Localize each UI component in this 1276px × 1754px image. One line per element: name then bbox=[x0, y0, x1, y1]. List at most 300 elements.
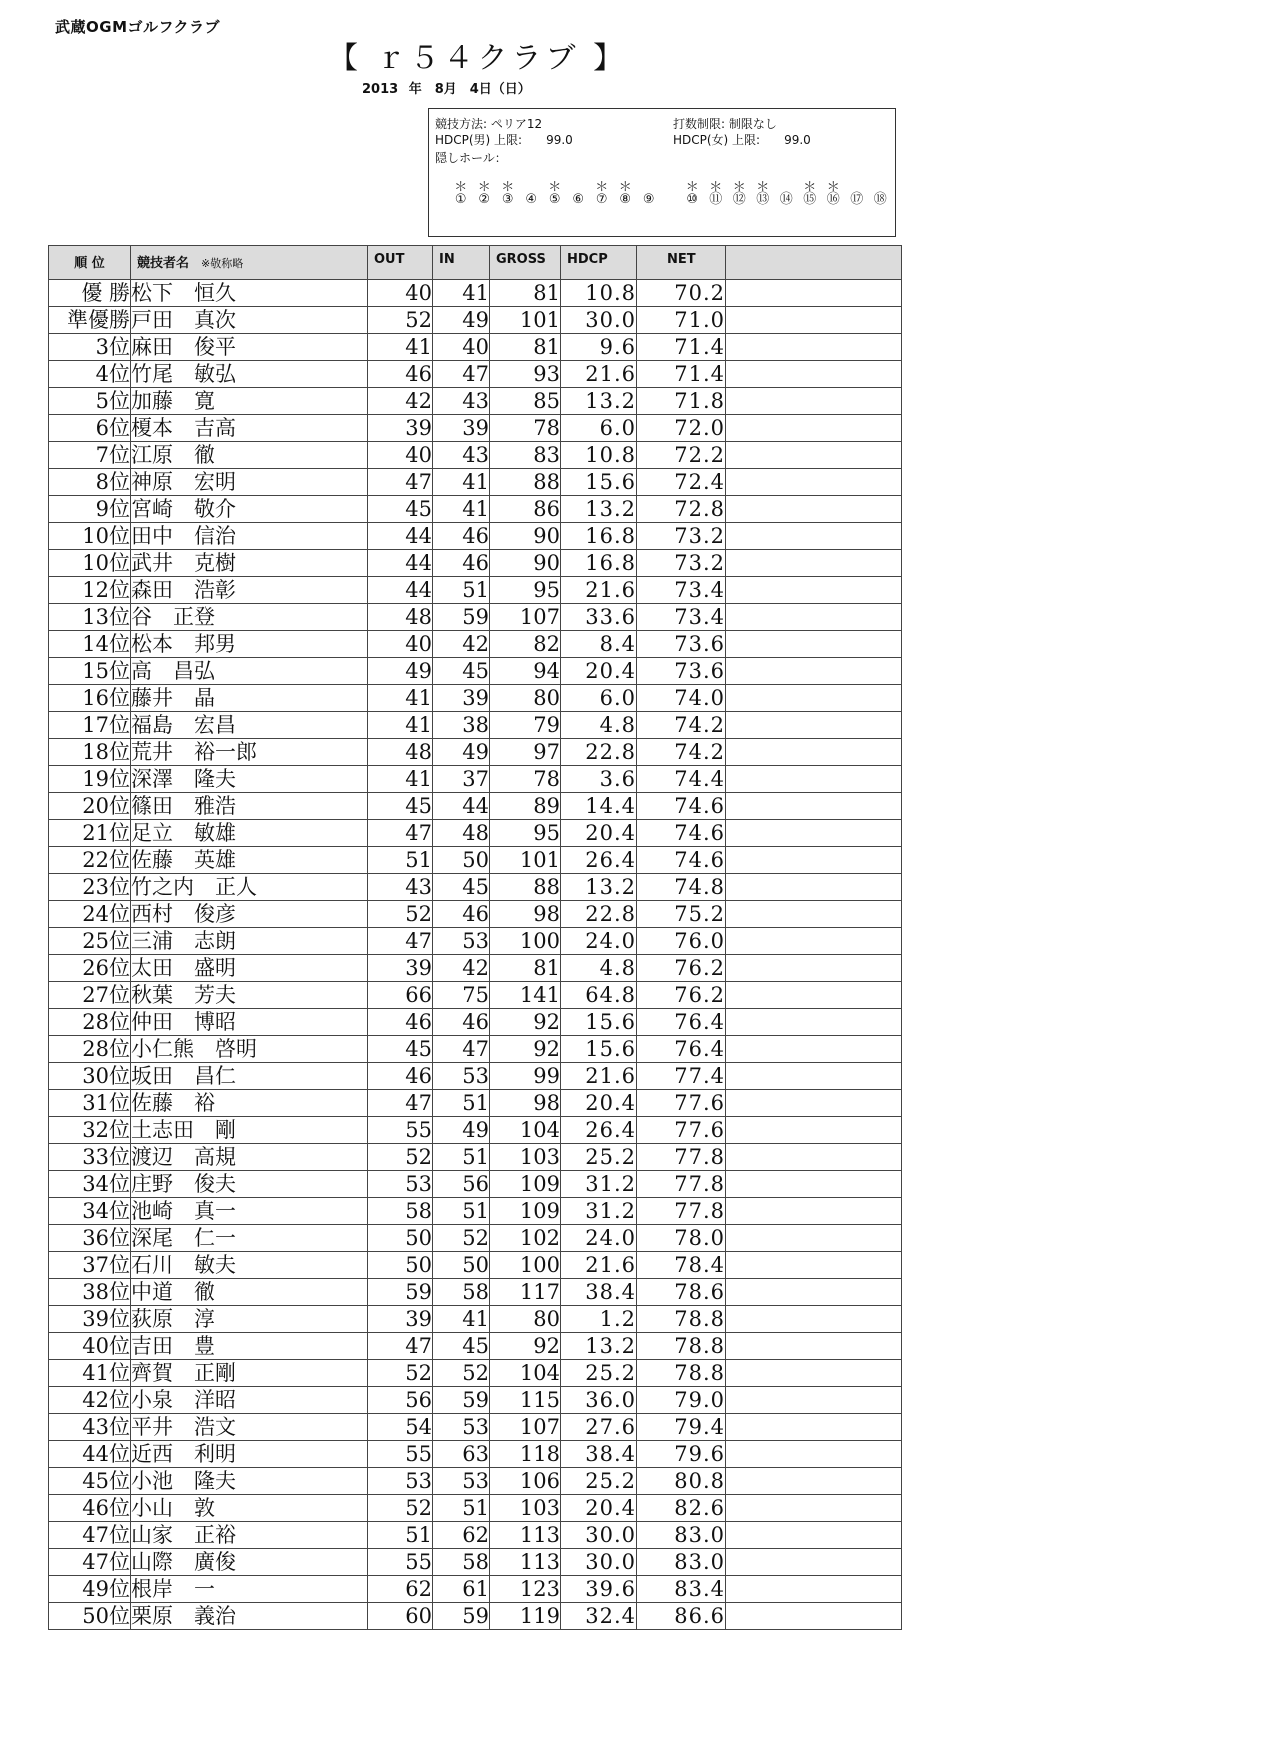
player-name-cell: 仲田 博昭 bbox=[131, 1009, 368, 1036]
net-cell: 75.2 bbox=[637, 901, 726, 928]
gross-cell: 90 bbox=[490, 550, 561, 577]
in-cell: 51 bbox=[433, 1495, 490, 1522]
blank-cell bbox=[726, 1441, 902, 1468]
player-name-cell: 近西 利明 bbox=[131, 1441, 368, 1468]
blank-cell bbox=[726, 1009, 902, 1036]
in-cell: 49 bbox=[433, 1117, 490, 1144]
hidden-star: ＊ bbox=[548, 180, 562, 195]
out-cell: 55 bbox=[368, 1117, 433, 1144]
net-cell: 76.4 bbox=[637, 1036, 726, 1063]
out-cell: 39 bbox=[368, 955, 433, 982]
gross-cell: 81 bbox=[490, 280, 561, 307]
gross-cell: 88 bbox=[490, 469, 561, 496]
hole-marker bbox=[520, 181, 544, 206]
net-cell: 77.6 bbox=[637, 1090, 726, 1117]
in-cell: 53 bbox=[433, 1468, 490, 1495]
table-row bbox=[49, 1495, 902, 1522]
table-row bbox=[49, 1576, 902, 1603]
out-cell: 44 bbox=[368, 523, 433, 550]
blank-cell bbox=[726, 604, 902, 631]
player-name-cell: 藤井 晶 bbox=[131, 685, 368, 712]
rank-cell: 49位 bbox=[49, 1576, 131, 1603]
out-cell: 45 bbox=[368, 793, 433, 820]
table-header-row bbox=[49, 246, 902, 280]
blank-cell bbox=[726, 820, 902, 847]
rank-cell: 21位 bbox=[49, 820, 131, 847]
table-row bbox=[49, 1063, 902, 1090]
player-name-cell: 森田 浩彰 bbox=[131, 577, 368, 604]
player-name-cell: 佐藤 裕 bbox=[131, 1090, 368, 1117]
hole-number: ⑮ bbox=[803, 192, 817, 207]
out-cell: 39 bbox=[368, 415, 433, 442]
blank-cell bbox=[726, 1036, 902, 1063]
player-name-cell: 加藤 寛 bbox=[131, 388, 368, 415]
table-row bbox=[49, 496, 902, 523]
out-cell: 42 bbox=[368, 388, 433, 415]
rank-cell: 47位 bbox=[49, 1549, 131, 1576]
hole-marker bbox=[869, 181, 893, 206]
hdcp-cell: 30.0 bbox=[561, 1549, 637, 1576]
in-cell: 40 bbox=[433, 334, 490, 361]
out-cell: 50 bbox=[368, 1225, 433, 1252]
blank-cell bbox=[726, 1495, 902, 1522]
blank-cell bbox=[726, 739, 902, 766]
out-cell: 53 bbox=[368, 1468, 433, 1495]
hidden-holes-list bbox=[449, 181, 892, 206]
hdcp-cell: 13.2 bbox=[561, 496, 637, 523]
hdcp-cell: 9.6 bbox=[561, 334, 637, 361]
rank-cell: 19位 bbox=[49, 766, 131, 793]
out-cell: 52 bbox=[368, 1495, 433, 1522]
rank-cell: 14位 bbox=[49, 631, 131, 658]
net-cell: 77.4 bbox=[637, 1063, 726, 1090]
hidden-star: ＊ bbox=[756, 180, 770, 195]
in-cell: 46 bbox=[433, 901, 490, 928]
blank-cell bbox=[726, 1117, 902, 1144]
hdcp-cell: 38.4 bbox=[561, 1441, 637, 1468]
gross-cell: 100 bbox=[490, 1252, 561, 1279]
in-cell: 45 bbox=[433, 874, 490, 901]
net-cell: 74.2 bbox=[637, 712, 726, 739]
net-cell: 73.2 bbox=[637, 523, 726, 550]
hidden-star: ＊ bbox=[618, 180, 632, 195]
hdcp-cell: 33.6 bbox=[561, 604, 637, 631]
player-name-cell: 松本 邦男 bbox=[131, 631, 368, 658]
hole-number: ⑯ bbox=[826, 192, 840, 207]
gross-cell: 100 bbox=[490, 928, 561, 955]
net-cell: 74.6 bbox=[637, 793, 726, 820]
gross-cell: 107 bbox=[490, 1414, 561, 1441]
player-name-cell: 三浦 志朗 bbox=[131, 928, 368, 955]
in-cell: 49 bbox=[433, 739, 490, 766]
hidden-star: ＊ bbox=[803, 180, 817, 195]
gross-cell: 103 bbox=[490, 1144, 561, 1171]
event-date: 2013 年 8月 4日（日） bbox=[362, 82, 531, 97]
net-cell: 73.6 bbox=[637, 631, 726, 658]
in-cell: 59 bbox=[433, 1387, 490, 1414]
hdcp-cell: 22.8 bbox=[561, 901, 637, 928]
blank-cell bbox=[726, 901, 902, 928]
hole-marker bbox=[775, 181, 799, 206]
hole-marker bbox=[845, 181, 869, 206]
blank-cell bbox=[726, 982, 902, 1009]
in-cell: 61 bbox=[433, 1576, 490, 1603]
player-name-cell: 榎本 吉高 bbox=[131, 415, 368, 442]
rank-cell: 33位 bbox=[49, 1144, 131, 1171]
hidden-star: ＊ bbox=[732, 180, 746, 195]
rank-cell: 24位 bbox=[49, 901, 131, 928]
hdcp-cell: 21.6 bbox=[561, 1252, 637, 1279]
rank-cell: 44位 bbox=[49, 1441, 131, 1468]
in-cell: 38 bbox=[433, 712, 490, 739]
table-row bbox=[49, 1333, 902, 1360]
header-net: NET bbox=[637, 246, 726, 280]
hdcp-cell: 24.0 bbox=[561, 928, 637, 955]
blank-cell bbox=[726, 1171, 902, 1198]
blank-cell bbox=[726, 685, 902, 712]
gross-cell: 109 bbox=[490, 1171, 561, 1198]
gross-cell: 113 bbox=[490, 1549, 561, 1576]
hdcp-cell: 27.6 bbox=[561, 1414, 637, 1441]
table-row bbox=[49, 442, 902, 469]
player-name-cell: 小池 隆夫 bbox=[131, 1468, 368, 1495]
hole-marker bbox=[543, 181, 567, 206]
out-cell: 45 bbox=[368, 496, 433, 523]
out-cell: 41 bbox=[368, 334, 433, 361]
net-cell: 74.6 bbox=[637, 847, 726, 874]
in-cell: 58 bbox=[433, 1279, 490, 1306]
gross-cell: 92 bbox=[490, 1333, 561, 1360]
rank-cell: 36位 bbox=[49, 1225, 131, 1252]
blank-cell bbox=[726, 1522, 902, 1549]
out-cell: 48 bbox=[368, 604, 433, 631]
out-cell: 49 bbox=[368, 658, 433, 685]
rank-cell: 50位 bbox=[49, 1603, 131, 1630]
blank-cell bbox=[726, 1414, 902, 1441]
hdcp-cell: 6.0 bbox=[561, 685, 637, 712]
player-name-cell: 庄野 俊夫 bbox=[131, 1171, 368, 1198]
gross-cell: 102 bbox=[490, 1225, 561, 1252]
hdcp-cell: 15.6 bbox=[561, 1009, 637, 1036]
rank-cell: 43位 bbox=[49, 1414, 131, 1441]
hdcp-cell: 1.2 bbox=[561, 1306, 637, 1333]
table-row bbox=[49, 334, 902, 361]
rank-cell: 準優勝 bbox=[49, 307, 131, 334]
rank-cell: 34位 bbox=[49, 1171, 131, 1198]
net-cell: 78.8 bbox=[637, 1333, 726, 1360]
rank-cell: 30位 bbox=[49, 1063, 131, 1090]
out-cell: 47 bbox=[368, 928, 433, 955]
gross-cell: 106 bbox=[490, 1468, 561, 1495]
rank-cell: 10位 bbox=[49, 523, 131, 550]
blank-cell bbox=[726, 955, 902, 982]
net-cell: 78.8 bbox=[637, 1306, 726, 1333]
hdcp-cell: 64.8 bbox=[561, 982, 637, 1009]
out-cell: 41 bbox=[368, 685, 433, 712]
in-cell: 41 bbox=[433, 1306, 490, 1333]
player-name-cell: 福島 宏昌 bbox=[131, 712, 368, 739]
gross-cell: 95 bbox=[490, 577, 561, 604]
table-row bbox=[49, 388, 902, 415]
player-name-cell: 高 昌弘 bbox=[131, 658, 368, 685]
rank-cell: 8位 bbox=[49, 469, 131, 496]
header-in: IN bbox=[433, 246, 490, 280]
rank-cell: 22位 bbox=[49, 847, 131, 874]
out-cell: 47 bbox=[368, 1333, 433, 1360]
rank-cell: 38位 bbox=[49, 1279, 131, 1306]
blank-cell bbox=[726, 361, 902, 388]
results-table bbox=[48, 245, 902, 1630]
hidden-holes-label: 隠しホール： bbox=[435, 151, 507, 165]
net-cell: 74.2 bbox=[637, 739, 726, 766]
hole-number: ⑬ bbox=[756, 192, 770, 207]
player-name-cell: 石川 敏夫 bbox=[131, 1252, 368, 1279]
hdcp-cell: 31.2 bbox=[561, 1198, 637, 1225]
net-cell: 72.8 bbox=[637, 496, 726, 523]
out-cell: 44 bbox=[368, 577, 433, 604]
out-cell: 41 bbox=[368, 712, 433, 739]
table-row bbox=[49, 577, 902, 604]
blank-cell bbox=[726, 631, 902, 658]
hidden-star: ＊ bbox=[709, 180, 723, 195]
hole-number: ⑰ bbox=[850, 192, 864, 207]
hdcp-cell: 13.2 bbox=[561, 1333, 637, 1360]
rank-cell: 40位 bbox=[49, 1333, 131, 1360]
in-cell: 51 bbox=[433, 1144, 490, 1171]
gross-cell: 78 bbox=[490, 415, 561, 442]
table-row bbox=[49, 739, 902, 766]
in-cell: 75 bbox=[433, 982, 490, 1009]
out-cell: 46 bbox=[368, 361, 433, 388]
in-cell: 52 bbox=[433, 1360, 490, 1387]
hdcp-cell: 21.6 bbox=[561, 577, 637, 604]
hole-marker bbox=[449, 181, 473, 206]
out-cell: 52 bbox=[368, 901, 433, 928]
gross-cell: 104 bbox=[490, 1360, 561, 1387]
net-cell: 83.0 bbox=[637, 1549, 726, 1576]
header-name-note: ※敬称略 bbox=[201, 257, 244, 270]
rank-cell: 13位 bbox=[49, 604, 131, 631]
player-name-cell: 吉田 豊 bbox=[131, 1333, 368, 1360]
hole-number: ⑥ bbox=[572, 192, 585, 207]
blank-cell bbox=[726, 712, 902, 739]
net-cell: 71.4 bbox=[637, 361, 726, 388]
out-cell: 46 bbox=[368, 1063, 433, 1090]
hdcp-cell: 26.4 bbox=[561, 847, 637, 874]
hdcp-cell: 26.4 bbox=[561, 1117, 637, 1144]
player-name-cell: 竹尾 敏弘 bbox=[131, 361, 368, 388]
rank-cell: 25位 bbox=[49, 928, 131, 955]
table-row bbox=[49, 793, 902, 820]
gross-cell: 115 bbox=[490, 1387, 561, 1414]
in-cell: 53 bbox=[433, 928, 490, 955]
page-title: 【 ｒ５４クラブ 】 bbox=[328, 41, 628, 76]
in-cell: 46 bbox=[433, 1009, 490, 1036]
in-cell: 50 bbox=[433, 1252, 490, 1279]
hole-number: ⑤ bbox=[548, 192, 561, 207]
gross-cell: 118 bbox=[490, 1441, 561, 1468]
rank-cell: 3位 bbox=[49, 334, 131, 361]
player-name-cell: 池崎 真一 bbox=[131, 1198, 368, 1225]
out-cell: 48 bbox=[368, 739, 433, 766]
net-cell: 78.0 bbox=[637, 1225, 726, 1252]
hole-marker bbox=[473, 181, 497, 206]
net-cell: 79.4 bbox=[637, 1414, 726, 1441]
table-row bbox=[49, 685, 902, 712]
in-cell: 39 bbox=[433, 415, 490, 442]
out-cell: 52 bbox=[368, 1360, 433, 1387]
hole-marker bbox=[704, 181, 728, 206]
net-cell: 74.8 bbox=[637, 874, 726, 901]
table-row bbox=[49, 550, 902, 577]
hidden-star: ＊ bbox=[685, 180, 699, 195]
player-name-cell: 足立 敏雄 bbox=[131, 820, 368, 847]
hole-marker bbox=[822, 181, 846, 206]
net-cell: 86.6 bbox=[637, 1603, 726, 1630]
player-name-cell: 佐藤 英雄 bbox=[131, 847, 368, 874]
table-row bbox=[49, 658, 902, 685]
net-cell: 78.4 bbox=[637, 1252, 726, 1279]
player-name-cell: 山際 廣俊 bbox=[131, 1549, 368, 1576]
out-cell: 47 bbox=[368, 820, 433, 847]
out-cell: 47 bbox=[368, 469, 433, 496]
in-cell: 49 bbox=[433, 307, 490, 334]
hole-marker bbox=[637, 181, 661, 206]
gross-cell: 81 bbox=[490, 334, 561, 361]
out-cell: 55 bbox=[368, 1549, 433, 1576]
blank-cell bbox=[726, 766, 902, 793]
out-cell: 58 bbox=[368, 1198, 433, 1225]
rank-cell: 39位 bbox=[49, 1306, 131, 1333]
table-row bbox=[49, 1306, 902, 1333]
hole-marker bbox=[751, 181, 775, 206]
player-name-cell: 篠田 雅浩 bbox=[131, 793, 368, 820]
in-cell: 48 bbox=[433, 820, 490, 847]
header-out: OUT bbox=[368, 246, 433, 280]
header-hdcp: HDCP bbox=[561, 246, 637, 280]
gross-cell: 119 bbox=[490, 1603, 561, 1630]
in-cell: 41 bbox=[433, 496, 490, 523]
table-row bbox=[49, 307, 902, 334]
hidden-star: ＊ bbox=[595, 180, 609, 195]
table-row bbox=[49, 928, 902, 955]
table-row bbox=[49, 1252, 902, 1279]
in-cell: 51 bbox=[433, 577, 490, 604]
out-cell: 41 bbox=[368, 766, 433, 793]
rank-cell: 5位 bbox=[49, 388, 131, 415]
player-name-cell: 武井 克樹 bbox=[131, 550, 368, 577]
in-cell: 51 bbox=[433, 1198, 490, 1225]
hidden-star: ＊ bbox=[826, 180, 840, 195]
out-cell: 40 bbox=[368, 631, 433, 658]
net-cell: 77.8 bbox=[637, 1144, 726, 1171]
hdcp-cell: 10.8 bbox=[561, 442, 637, 469]
table-row bbox=[49, 1117, 902, 1144]
hdcp-cell: 8.4 bbox=[561, 631, 637, 658]
in-cell: 37 bbox=[433, 766, 490, 793]
player-name-cell: 西村 俊彦 bbox=[131, 901, 368, 928]
gross-cell: 85 bbox=[490, 388, 561, 415]
blank-cell bbox=[726, 280, 902, 307]
player-name-cell: 深尾 仁一 bbox=[131, 1225, 368, 1252]
player-name-cell: 神原 宏明 bbox=[131, 469, 368, 496]
rank-cell: 4位 bbox=[49, 361, 131, 388]
rank-cell: 31位 bbox=[49, 1090, 131, 1117]
hdcp-cell: 3.6 bbox=[561, 766, 637, 793]
hidden-star: ＊ bbox=[454, 180, 468, 195]
gross-cell: 101 bbox=[490, 307, 561, 334]
in-cell: 59 bbox=[433, 1603, 490, 1630]
hdcp-cell: 15.6 bbox=[561, 469, 637, 496]
in-cell: 59 bbox=[433, 604, 490, 631]
hdcp-cell: 24.0 bbox=[561, 1225, 637, 1252]
hdcp-cell: 20.4 bbox=[561, 820, 637, 847]
hole-number: ⑨ bbox=[642, 192, 655, 207]
hdcp-cell: 20.4 bbox=[561, 658, 637, 685]
blank-cell bbox=[726, 550, 902, 577]
table-row bbox=[49, 712, 902, 739]
net-cell: 76.0 bbox=[637, 928, 726, 955]
player-name-cell: 松下 恒久 bbox=[131, 280, 368, 307]
rank-cell: 18位 bbox=[49, 739, 131, 766]
blank-cell bbox=[726, 1333, 902, 1360]
hdcp-cell: 21.6 bbox=[561, 361, 637, 388]
in-cell: 41 bbox=[433, 280, 490, 307]
table-row bbox=[49, 955, 902, 982]
rank-cell: 28位 bbox=[49, 1009, 131, 1036]
gross-cell: 97 bbox=[490, 739, 561, 766]
hole-number: ② bbox=[478, 192, 491, 207]
table-row bbox=[49, 1036, 902, 1063]
gross-cell: 113 bbox=[490, 1522, 561, 1549]
player-name-cell: 竹之内 正人 bbox=[131, 874, 368, 901]
player-name-cell: 渡辺 高規 bbox=[131, 1144, 368, 1171]
out-cell: 62 bbox=[368, 1576, 433, 1603]
out-cell: 47 bbox=[368, 1090, 433, 1117]
rank-cell: 37位 bbox=[49, 1252, 131, 1279]
gross-cell: 107 bbox=[490, 604, 561, 631]
net-cell: 72.2 bbox=[637, 442, 726, 469]
player-name-cell: 太田 盛明 bbox=[131, 955, 368, 982]
in-cell: 62 bbox=[433, 1522, 490, 1549]
net-cell: 77.6 bbox=[637, 1117, 726, 1144]
hdcp-cell: 39.6 bbox=[561, 1576, 637, 1603]
in-cell: 41 bbox=[433, 469, 490, 496]
in-cell: 45 bbox=[433, 658, 490, 685]
hdcp-cell: 31.2 bbox=[561, 1171, 637, 1198]
out-cell: 40 bbox=[368, 442, 433, 469]
rank-cell: 20位 bbox=[49, 793, 131, 820]
gross-cell: 94 bbox=[490, 658, 561, 685]
in-cell: 43 bbox=[433, 442, 490, 469]
player-name-cell: 根岸 一 bbox=[131, 1576, 368, 1603]
in-cell: 47 bbox=[433, 361, 490, 388]
hdcp-male-limit: HDCP(男) 上限: 99.0 bbox=[435, 133, 573, 147]
rank-cell: 46位 bbox=[49, 1495, 131, 1522]
header-name-label: 競技者名 bbox=[137, 256, 190, 271]
hdcp-cell: 25.2 bbox=[561, 1360, 637, 1387]
net-cell: 72.4 bbox=[637, 469, 726, 496]
hdcp-cell: 22.8 bbox=[561, 739, 637, 766]
blank-cell bbox=[726, 847, 902, 874]
table-row bbox=[49, 631, 902, 658]
gross-cell: 95 bbox=[490, 820, 561, 847]
net-cell: 76.2 bbox=[637, 955, 726, 982]
hdcp-cell: 13.2 bbox=[561, 874, 637, 901]
table-row bbox=[49, 1522, 902, 1549]
net-cell: 71.8 bbox=[637, 388, 726, 415]
net-cell: 73.4 bbox=[637, 577, 726, 604]
